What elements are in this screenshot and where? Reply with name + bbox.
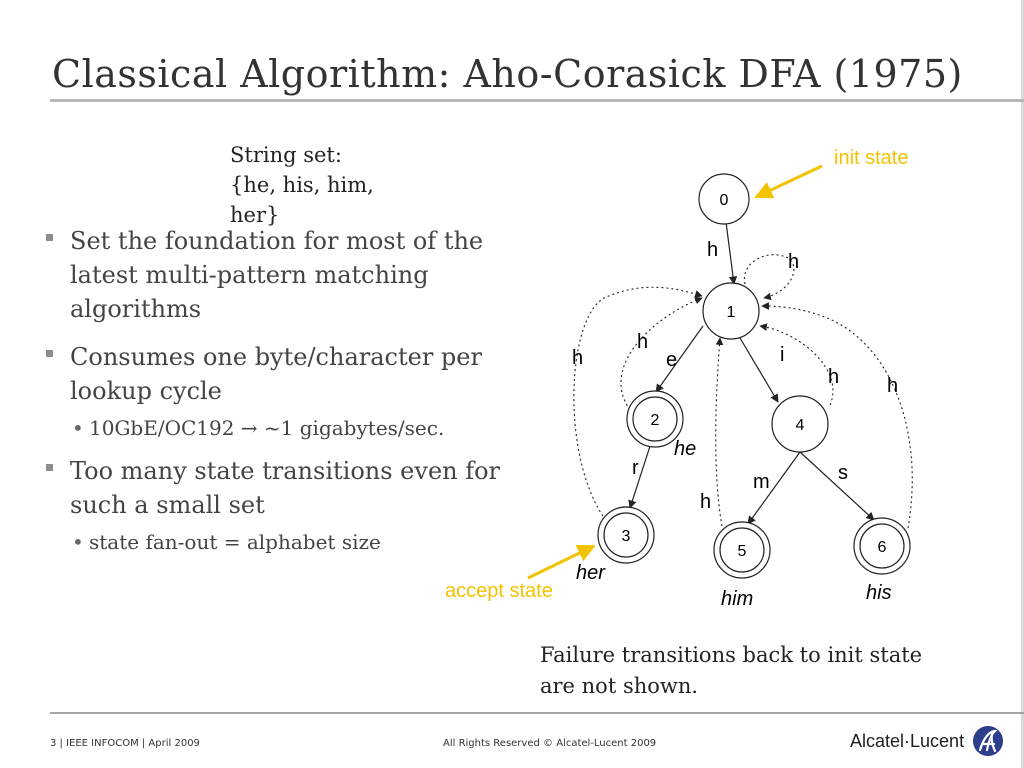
edge-1-4	[740, 338, 778, 402]
alcatel-lucent-logo-icon	[972, 725, 1004, 757]
edge-label-s: s	[838, 462, 848, 484]
state-2-label: 2	[650, 412, 660, 429]
state-0-label: 0	[719, 192, 729, 209]
init-state-label: init state	[834, 147, 909, 169]
edge-label-r: r	[632, 457, 639, 479]
edge-label-h: h	[887, 375, 899, 397]
state-5	[714, 522, 770, 578]
edge-label-h: h	[700, 491, 712, 513]
state-3-label: 3	[621, 528, 631, 545]
state-5-label: 5	[737, 543, 747, 560]
word-her: her	[576, 562, 605, 584]
edge-4-back-1	[760, 326, 833, 405]
accept-state-label: accept state	[445, 580, 553, 602]
edge-5-back-1	[716, 338, 722, 526]
edge-label-h: h	[788, 251, 800, 273]
string-set-line: her}	[230, 203, 280, 227]
footnote-line: Failure transitions back to init state	[540, 643, 923, 667]
sub-bullet-text: state fan-out = alphabet size	[89, 530, 381, 554]
word-him: him	[721, 588, 754, 610]
edge-label-h: h	[828, 366, 840, 388]
state-6	[854, 518, 910, 574]
init-state-arrow	[756, 166, 822, 197]
footnote-line: are not shown.	[540, 674, 699, 698]
company-logo	[850, 725, 1004, 757]
footer-copyright: All Rights Reserved © Alcatel-Lucent 2009	[443, 738, 657, 749]
edge-label-h: h	[637, 331, 649, 353]
state-1	[703, 283, 759, 339]
edge-1-2	[656, 326, 703, 392]
bullet-dot-icon: •	[72, 416, 84, 440]
slide-title: Classical Algorithm: Aho-Corasick DFA (1975)	[52, 52, 963, 96]
footer-divider	[50, 712, 1024, 714]
state-3	[598, 507, 654, 563]
string-set-line: {he, his, him,	[230, 173, 374, 197]
edge-label-h: h	[572, 347, 584, 369]
sub-bullet-text: 10GbE/OC192 → ~1 gigabytes/sec.	[89, 416, 445, 440]
footer-page-info: 3 | IEEE INFOCOM | April 2009	[50, 738, 200, 749]
edge-label-m: m	[753, 471, 770, 493]
bullet-text: Set the foundation for most of the latest multi-pattern matching algorithms	[70, 227, 484, 323]
edge-label-i: i	[780, 344, 785, 366]
word-his: his	[866, 582, 892, 604]
edge-label-e: e	[666, 349, 678, 371]
edge-0-1	[726, 222, 734, 284]
edge-label-h: h	[707, 239, 719, 261]
bullet-text: Too many state transitions even for such a small set	[70, 457, 501, 519]
edge-4-6	[800, 452, 874, 520]
state-4	[772, 396, 828, 452]
state-0	[699, 174, 749, 224]
state-6-label: 6	[877, 539, 887, 556]
bullet-dot-icon: •	[72, 530, 84, 554]
word-he: he	[674, 438, 697, 460]
bullet-text: Consumes one byte/character per lookup cycle	[70, 343, 482, 405]
state-4-label: 4	[795, 417, 805, 434]
string-set-line: String set:	[230, 143, 342, 167]
footnote	[540, 640, 1000, 702]
state-1-label: 1	[726, 304, 736, 321]
logo-text: Alcatel·Lucent	[850, 730, 965, 751]
